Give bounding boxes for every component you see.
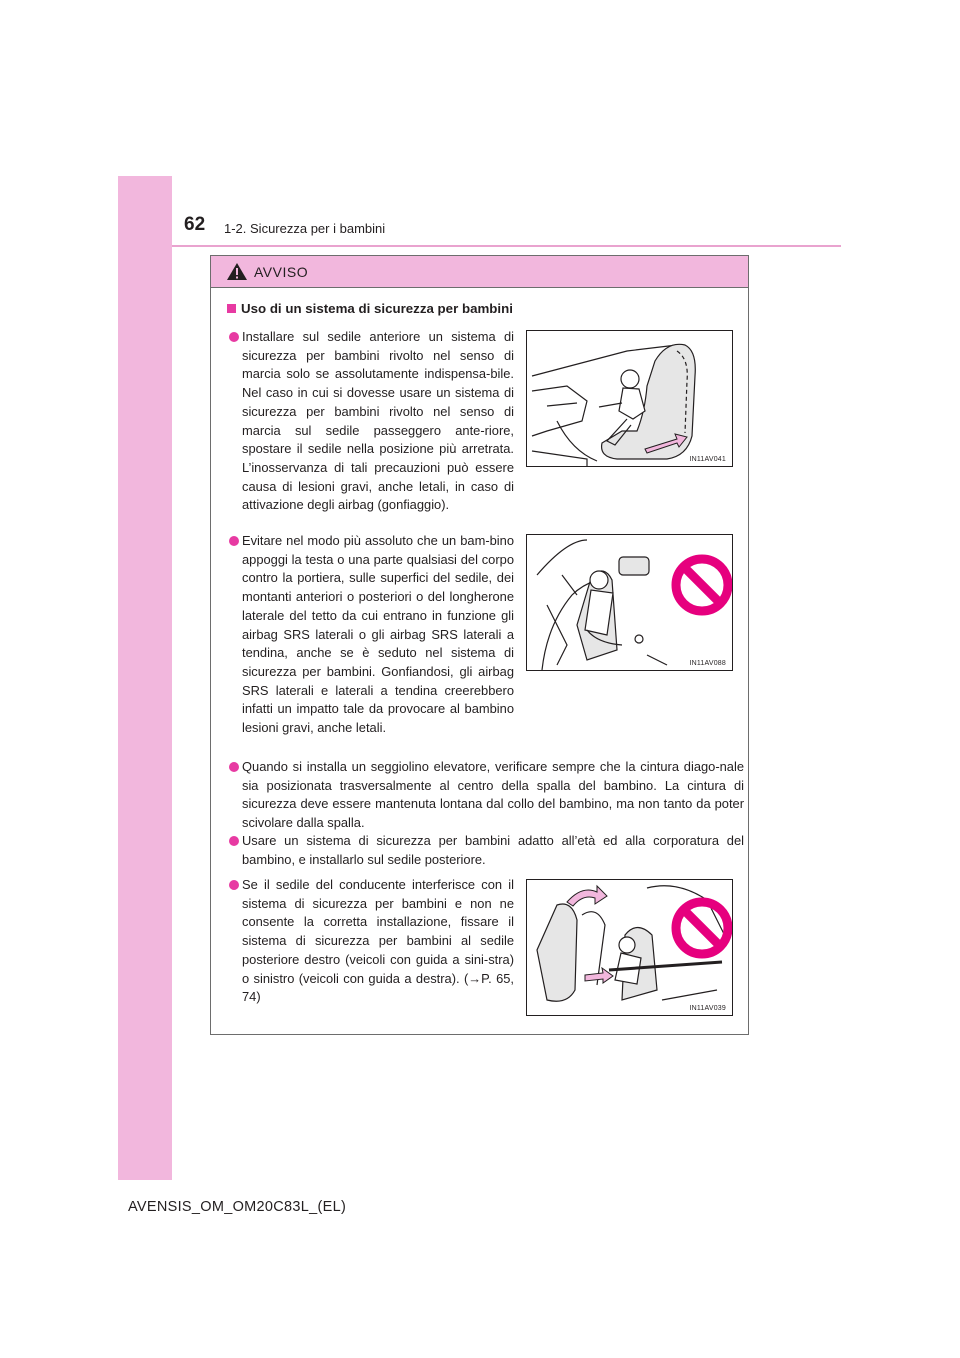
bullet-item: [242, 328, 514, 515]
section-title: 1-2. Sicurezza per i bambini: [224, 221, 386, 236]
warning-triangle-icon: [226, 262, 248, 281]
figure-front-seat: [526, 330, 733, 467]
warning-header: [211, 256, 748, 288]
bullet-item: [242, 758, 744, 833]
bullet-dot-icon: [229, 536, 239, 546]
bullet-dot-icon: [229, 762, 239, 772]
prohibited-seat-interference-illustration: [527, 880, 732, 1015]
document-id: AVENSIS_OM_OM20C83L_(EL): [128, 1199, 347, 1215]
prohibited-icon: [676, 559, 728, 611]
page-number: 62: [184, 214, 206, 235]
warning-subheading: [227, 301, 513, 316]
bullet-text: Quando si installa un seggiolino elevatore, verificare sempre che la cintura diago-nale sia posizionata trasversalmente al centro della spalla del bambino. La cintura di sicurezza deve essere mantenuta lontana dal collo del bambino, ma non tanto da poter scivolare dalla spalla.: [242, 759, 744, 831]
bullet-text: Usare un sistema di sicurezza per bambini adatto all’età ed alla corporatura del bambino, e installarlo sul sedile posteriore.: [242, 833, 744, 867]
bullet-text: Installare sul sedile anteriore un sistema di sicurezza per bambini rivolto nel senso di marcia solo se assolutamente indispensa-bile. Nel caso in cui si dovesse usare un sistema di sicurezza per bambini rivolto nel senso di marcia sul sedile passeggero ante-riore, spostare il sedile nella posizione più arretrata. L’inosservanza di tali precauzioni può essere causa di lesioni gravi, anche letali, in caso di attivazione degli airbag (gonfiaggio).: [242, 329, 514, 513]
bullet-dot-icon: [229, 880, 239, 890]
bullet-item: [242, 876, 514, 1007]
bullet-item: [242, 832, 744, 869]
square-bullet-icon: [227, 304, 236, 313]
warning-box: [210, 255, 749, 1035]
bullet-dot-icon: [229, 836, 239, 846]
figure-leaning: [526, 534, 733, 671]
figure-interference: [526, 879, 733, 1016]
bullet-item: [242, 532, 514, 738]
bullet-dot-icon: [229, 332, 239, 342]
subheading-text: Uso di un sistema di sicurezza per bambini: [241, 301, 513, 316]
warning-label: AVVISO: [254, 264, 309, 280]
figure-code: IN11AV041: [689, 456, 726, 463]
figure-code: IN11AV039: [689, 1005, 726, 1012]
bullet-text: Se il sedile del conducente interferisce con il sistema di sicurezza per bambini e non ne consente la corretta installazione, fissare il sistema di sicurezza per bambini al sedile posteriore destro (veicoli con guida a sini-stra) o sinistro (veicoli con guida a destra). (→P. 65, 74): [242, 877, 514, 1005]
prohibited-icon: [676, 902, 728, 954]
front-seat-child-seat-illustration: [527, 331, 732, 466]
bullet-text: Evitare nel modo più assoluto che un bam-bino appoggi la testa o una parte qualsiasi del corpo contro la portiera, sulle superfici del sedile, dei montanti anteriori o posteriori o del longherone laterale del tetto da cui entrano in funzione gli airbag SRS laterali o gli airbag SRS laterali a tendina, anche se è seduto nel sistema di sicurezza per bambini. Gonfiandosi, gli airbag SRS laterali e laterali a tendina creerebbero infatti un impatto tale da provocare al bambino lesioni gravi, anche letali.: [242, 533, 514, 736]
figure-code: IN11AV088: [689, 660, 726, 667]
side-tab: [118, 176, 172, 1180]
prohibited-leaning-illustration: [527, 535, 732, 670]
header-rule: [172, 245, 841, 247]
